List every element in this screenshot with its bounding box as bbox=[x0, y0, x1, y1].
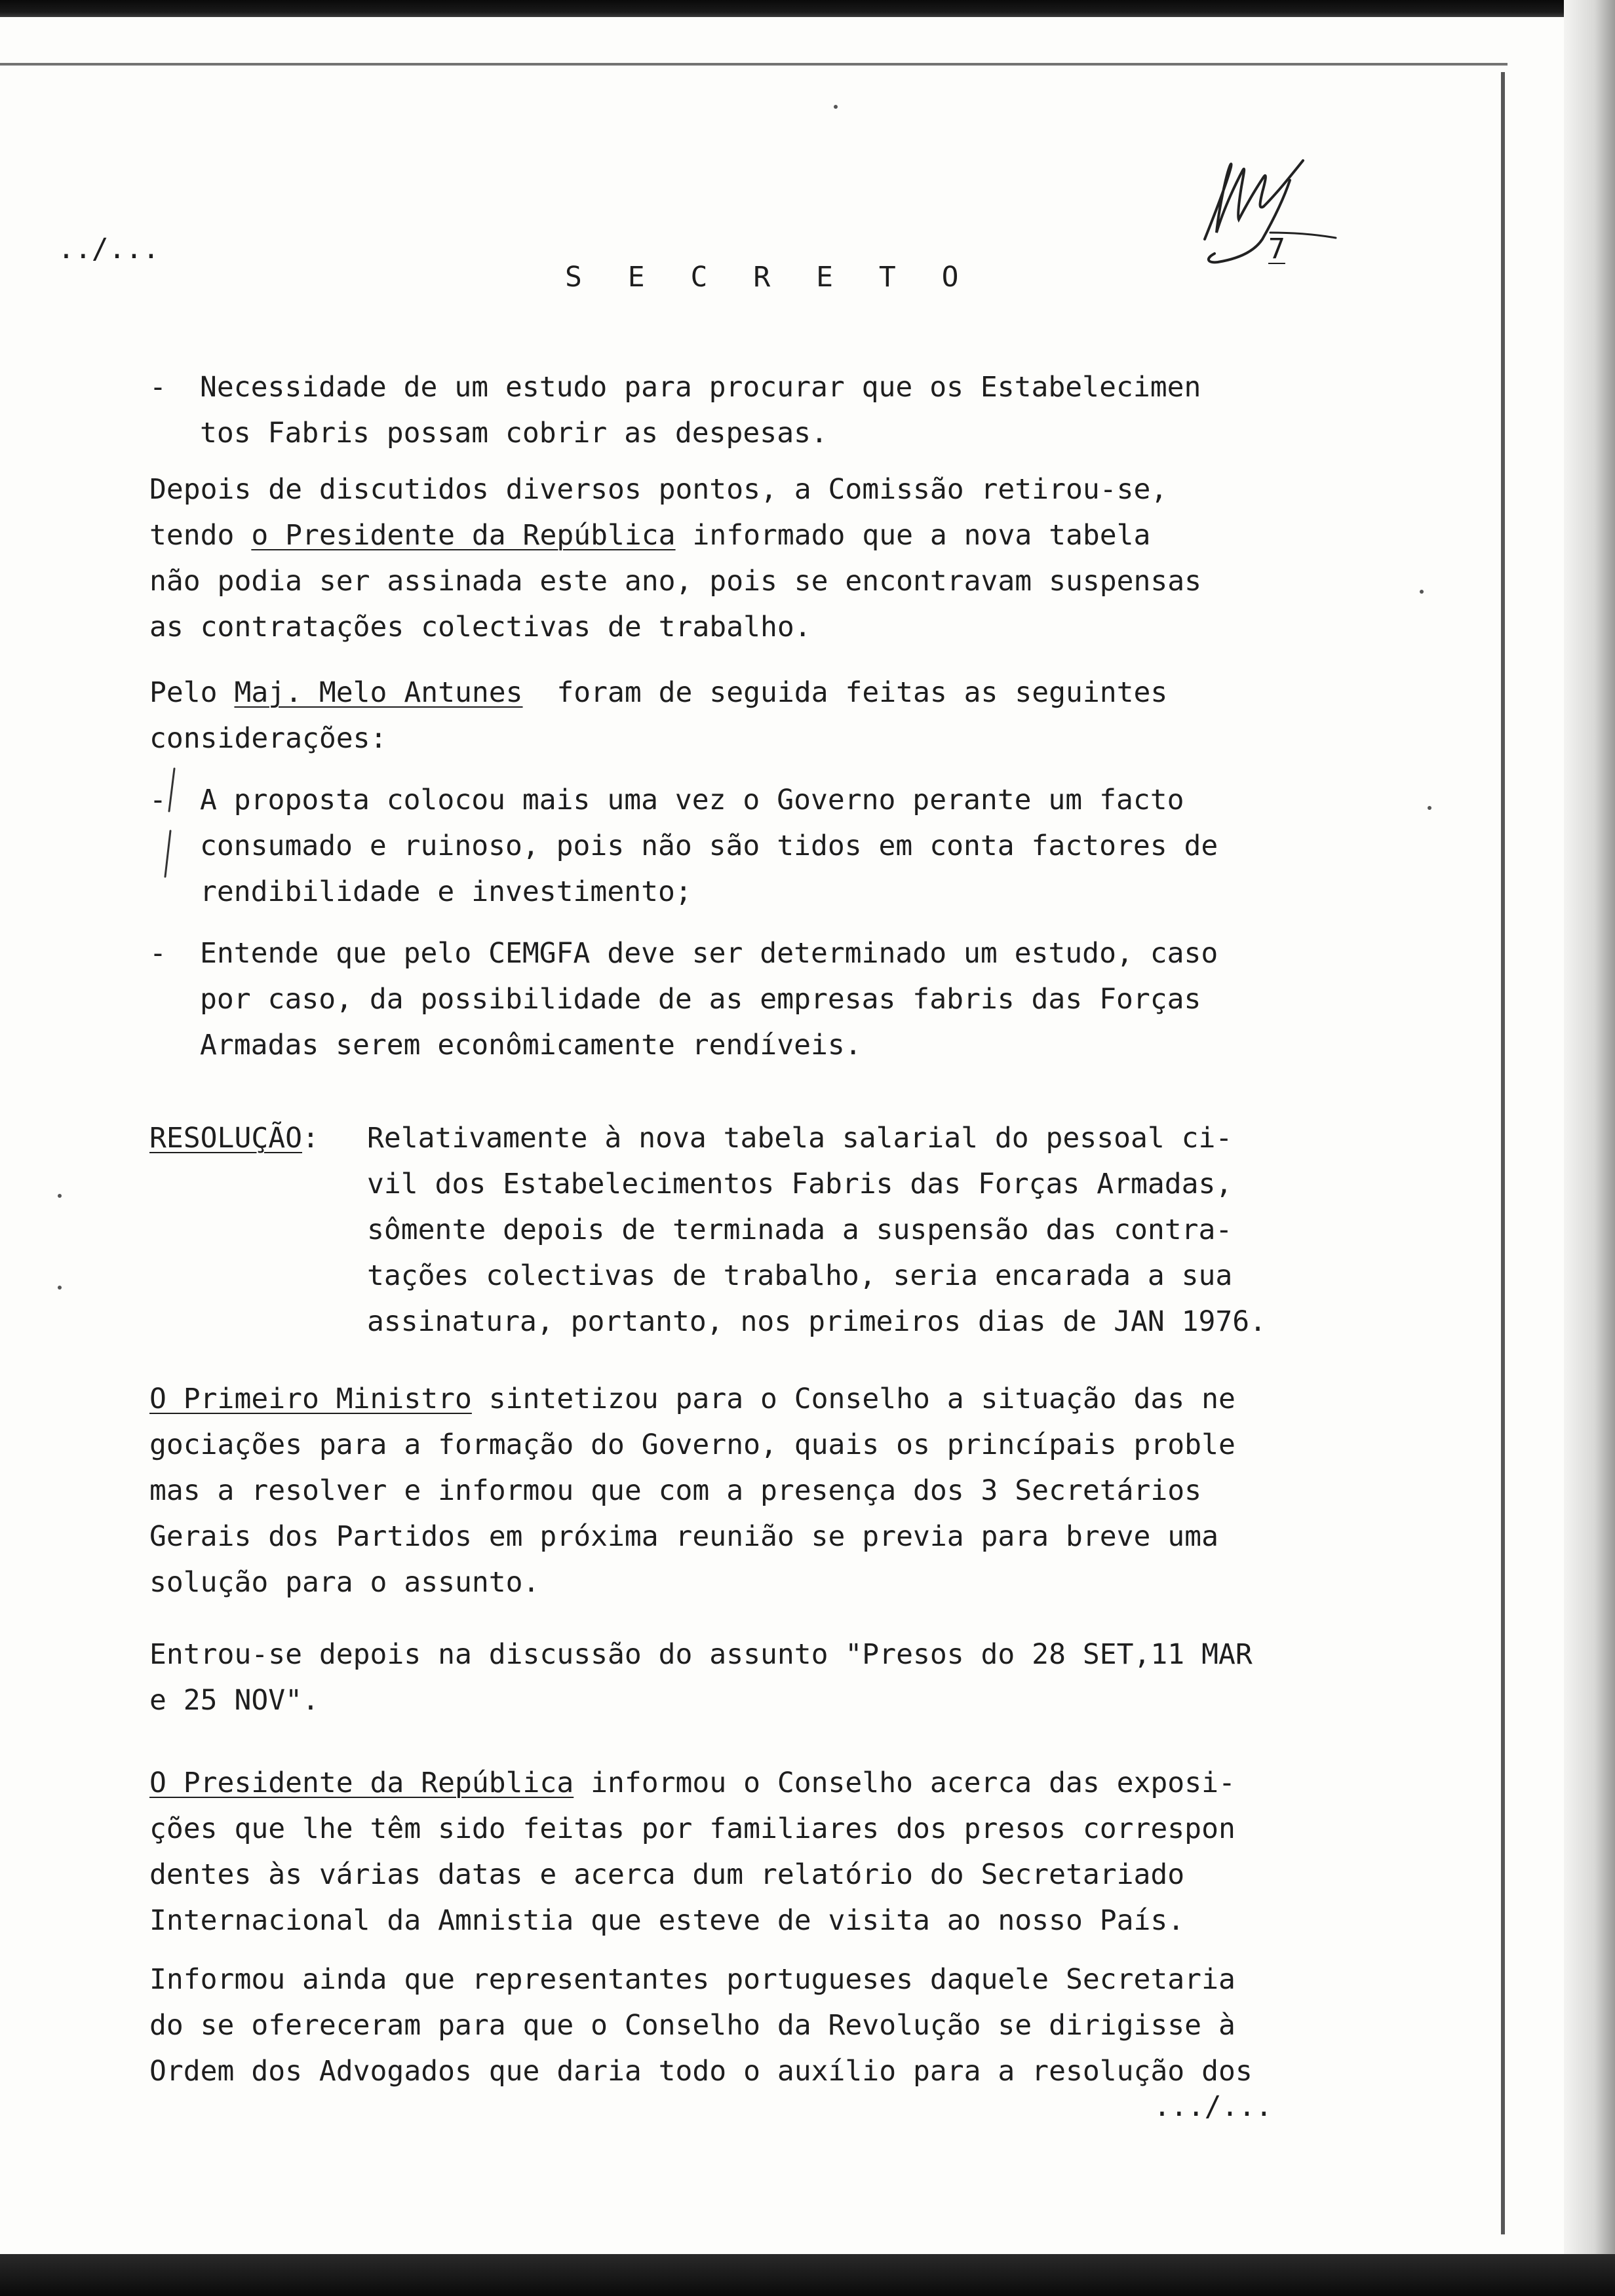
speaker-presidente: o Presidente da República bbox=[251, 519, 676, 552]
continuation-marker-top: ../... bbox=[58, 233, 160, 265]
paragraph-line: tendo bbox=[149, 519, 252, 552]
paragraph-lines: gociações para a formação do Governo, quais os princípais proble mas a resolver e informou que com a presença dos 3 Secretários Gerais dos Partidos em próxima reunião se previa para breve uma solução para o assunto. bbox=[149, 1428, 1236, 1599]
scan-edge-bottom bbox=[0, 2254, 1615, 2296]
resolution-colon: : bbox=[302, 1122, 319, 1155]
scan-speck bbox=[58, 1194, 62, 1198]
paragraph-line: foram de seguida feitas as seguintes bbox=[522, 676, 1168, 709]
continuation-marker-bottom: .../... bbox=[1154, 2090, 1273, 2123]
resolution-text: Relativamente à nova tabela salarial do pessoal ci- vil dos Estabelecimentos Fabris das Forças Armadas, sômente depois de terminada a suspensão das contra- tações colectivas de trabalho, seria encarada a sua assinatura, portanto, nos primeiros dias de JAN 1976. bbox=[367, 1122, 1267, 1338]
scan-speck bbox=[1420, 590, 1424, 594]
list-item-cemgfa: Entende que pelo CEMGFA deve ser determinado um estudo, caso por caso, da possibilidade de as empresas fabris das Forças Armadas serem econômicamente rendíveis. bbox=[200, 937, 1218, 1062]
paragraph-melo-antunes bbox=[149, 670, 1167, 761]
paragraph-comissao bbox=[149, 467, 1201, 650]
speaker-presidente: O Presidente da República bbox=[149, 1767, 574, 1799]
speaker-melo-antunes: Maj. Melo Antunes bbox=[234, 676, 523, 709]
scan-shadow-right bbox=[1564, 0, 1615, 2296]
paragraph-line: considerações: bbox=[149, 722, 387, 755]
paragraph-exposicoes bbox=[149, 1760, 1236, 1943]
page-number: 7 bbox=[1268, 233, 1285, 265]
list-bullet: - bbox=[149, 784, 166, 816]
paragraph-line: sintetizou para o Conselho a situação das ne bbox=[471, 1383, 1236, 1415]
scan-edge-top bbox=[0, 0, 1615, 17]
list-bullet: - bbox=[149, 371, 166, 404]
paragraph-lines: não podia ser assinada este ano, pois se encontravam suspensas as contratações colectivas de trabalho. bbox=[149, 565, 1202, 643]
resolution-label-text: RESOLUÇÃO bbox=[149, 1122, 302, 1155]
paragraph-line: informado que a nova tabela bbox=[675, 519, 1151, 552]
scan-speck bbox=[58, 1286, 62, 1290]
paragraph-primeiro-ministro bbox=[149, 1376, 1236, 1605]
scan-speck bbox=[834, 105, 838, 109]
paragraph-line: Depois de discutidos diversos pontos, a Comissão retirou-se, bbox=[149, 473, 1168, 506]
scan-rule-top bbox=[0, 63, 1508, 66]
list-item-proposta: A proposta colocou mais uma vez o Governo perante um facto consumado e ruinoso, pois não são tidos em conta factores de rendibilidade e investimento; bbox=[200, 784, 1218, 908]
speaker-primeiro-ministro: O Primeiro Ministro bbox=[149, 1383, 472, 1415]
resolution-label bbox=[149, 1115, 319, 1161]
scan-speck bbox=[1428, 806, 1431, 810]
handwritten-initials-signature bbox=[1192, 141, 1342, 278]
scan-edge-right bbox=[1501, 72, 1505, 2234]
margin-pencil-mark bbox=[155, 765, 181, 896]
paragraph-amnistia: Informou ainda que representantes portugueses daquele Secretaria do se ofereceram para que o Conselho da Revolução se dirigisse à Ordem dos Advogados que daria todo o auxílio para a resolução dos bbox=[149, 1963, 1253, 2088]
paragraph-presos: Entrou-se depois na discussão do assunto "Presos do 28 SET,11 MAR e 25 NOV". bbox=[149, 1638, 1253, 1717]
list-item-estudo: Necessidade de um estudo para procurar que os Estabelecimen tos Fabris possam cobrir as despesas. bbox=[200, 371, 1201, 450]
paragraph-line: Pelo bbox=[149, 676, 235, 709]
list-bullet: - bbox=[149, 937, 166, 970]
paragraph-line: informou o Conselho acerca das exposi- bbox=[574, 1767, 1236, 1799]
paragraph-lines: ções que lhe têm sido feitas por familiares dos presos correspon dentes às várias datas e acerca dum relatório do Secretariado Internacional da Amnistia que esteve de visita ao nosso País. bbox=[149, 1812, 1236, 1937]
classification-header: S E C R E T O bbox=[565, 261, 973, 294]
